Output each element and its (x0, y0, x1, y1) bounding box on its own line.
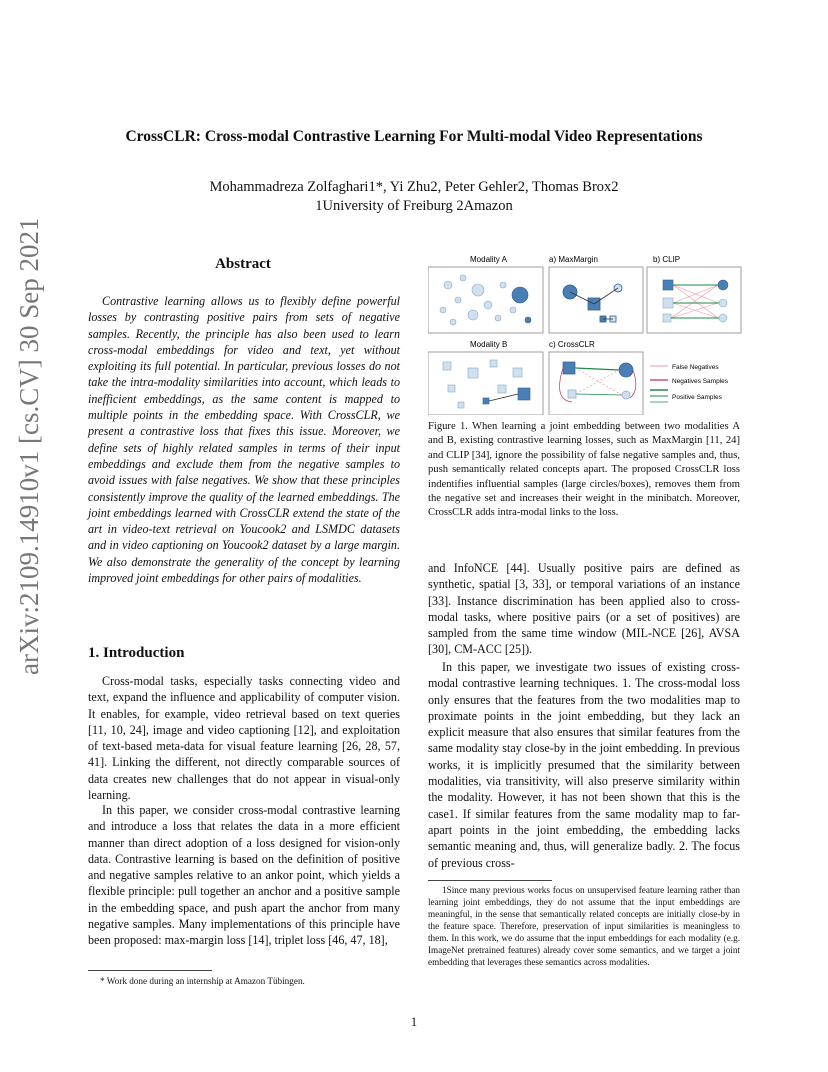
label-modality-b: Modality B (470, 340, 508, 349)
label-clip: b) CLIP (653, 255, 681, 264)
abstract-heading: Abstract (215, 256, 271, 272)
modality-a-points (440, 275, 531, 325)
abstract-text: Contrastive learning allows us to flexibly define powerful losses by contrasting positive pairs from sets of negative samples. Recently, the principle has also been used to learn cross-modal embeddings for video and text, yet without exploiting its full potential. In particular, previous losses do not take the intra-modality similarities into account, which leads to inefficient embeddings, as the same content is mapped to multiple points in the embedding space. With CrossCLR, we present a contrastive loss that fixes this issue. Moreover, we define sets of highly related samples in terms of their input embeddings and exclude them from the negative samples to avoid issues with false negatives. We show that these principles consistently improve the quality of the learned embeddings. The joint embeddings learned with CrossCLR extend the state of the art in video-text retrieval on Youcook2 and LSMDC datasets and in video captioning on Youcook2 dataset by a large margin. We also demonstrate the generality of the concept by learning improved joint embeddings for other pairs of modalities. (88, 294, 400, 586)
panel-crossclr (549, 352, 643, 415)
figure-legend (650, 364, 729, 402)
crossclr-diagram (560, 362, 636, 402)
footnote-right: 1Since many previous works focus on unsupervised feature learning rather than learning joint embeddings, they do not assume that the input embeddings are meaningful, in the sense that semantically related concepts are initially close-by in the feature space. Therefore, preservation of input similarities is meaningless to them. In this work, we do assume that the input embeddings for each modality (e.g. ImageNet pretrained features) already cover some semantics, and we target a joint embedding that leverages these semantics across modalities. (428, 885, 740, 967)
page-number: 1 (410, 1015, 418, 1029)
legend-positive-samples: Positive Samples (672, 394, 722, 401)
footnote-left: * Work done during an internship at Amazon Tübingen. (100, 976, 305, 986)
arxiv-sidebar (10, 217, 50, 680)
arxiv-id: arXiv:2109.14910v1 [cs.CV] 30 Sep 2021 (14, 217, 44, 675)
panel-clip (647, 267, 741, 333)
legend-negative-samples: Negatives Samples (672, 378, 728, 385)
legend-false-negatives: False Negatives (672, 364, 719, 371)
intro-paragraph-2: In this paper, we consider cross-modal contrastive learning and introduce a loss that relates the data in a more efficient manner than direct adoption of a loss designed for vision-only data. Contrastive learning is based on the definition of positive and negative samples relative to an ankor point, which yields a flexible principle: pull together an anchor and a positive sample in the embedding space, and push apart the anchor from many negative samples. Many implementations of this principle have been proposed: max-margin loss [14], triplet loss [46, 47, 18], (88, 803, 400, 948)
maxmargin-diagram (563, 284, 622, 322)
panel-modality-b (428, 352, 543, 415)
modality-b-points (443, 360, 530, 408)
author-block (0, 178, 828, 216)
figure-1 (428, 250, 743, 415)
paper-title: CrossCLR: Cross-modal Contrastive Learning For Multi-modal Video Representations (125, 128, 703, 145)
affiliations: 1University of Freiburg 2Amazon (315, 198, 513, 214)
clip-diagram (663, 280, 728, 322)
label-maxmargin: a) MaxMargin (549, 255, 598, 264)
label-modality-a: Modality A (470, 255, 507, 264)
right-paragraph-2: In this paper, we investigate two issues of existing cross-modal contrastive learning techniques. 1. The cross-modal loss only ensures that the features from the two modalities map to proximate points in the joint embedding, but they lack an explicit measure that also ensures that similar features from the same modality stay close-by in the joint embedding. In previous works, it is implicitly presumed that the similarity between modalities, via transitivity, will also preserve similarity within the modality. However, it has not been shown that this is the case1. If similar features from the same modality map to far-apart points in the joint embedding, the embedding lacks semantic meaning and, thus, will generalize badly. 2. The focus of previous cross- (428, 660, 740, 870)
right-paragraph-1: and InfoNCE [44]. Usually positive pairs are defined as synthetic, spatial [3, 33], or temporal variations of an instance [33]. Instance discrimination has been applied also to cross-modal tasks, where positive pairs (or a set of positives) are sampled from the same time window (MIL-NCE [26], AVSA [30], CM-ACC [25]). (428, 561, 740, 657)
footnote-rule-right (428, 880, 552, 881)
section-heading: 1. Introduction (88, 645, 185, 661)
label-crossclr: c) CrossCLR (549, 340, 595, 349)
authors: Mohammadreza Zolfaghari1*, Yi Zhu2, Peter Gehler2, Thomas Brox2 (209, 179, 619, 195)
figure-caption: Figure 1. When learning a joint embedding between two modalities A and B, existing contrastive learning losses, such as MaxMargin [11, 24] and CLIP [34], ignore the possibility of false negative samples and, thus, push semantically related concepts apart. The proposed CrossCLR loss indentifies influential samples (large circles/boxes), removes them from the negative set and increases their weight in the minibatch. Moreover, CrossCLR adds intra-modal links to the loss. (428, 421, 740, 519)
intro-paragraph-1: Cross-modal tasks, especially tasks connecting video and text, expand the influence and applicability of computer vision. It enables, for example, video retrieval based on text queries [11, 10, 24], image and video captioning [12], and exploitation of text-based meta-data for visual feature learning [26, 28, 57, 41]. Linking the different, not directly comparable sources of data creates new challenges that do not appear in visual-only learning. (88, 674, 400, 803)
footnote-rule (88, 970, 212, 971)
